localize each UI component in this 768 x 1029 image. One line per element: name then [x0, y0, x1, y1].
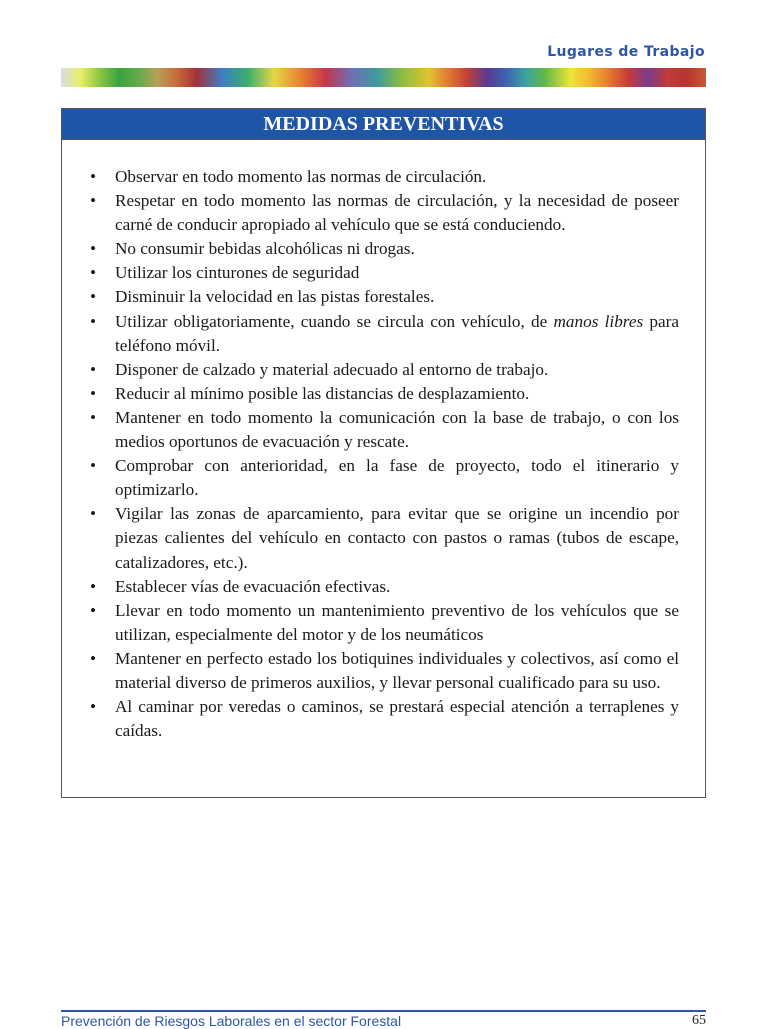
- bullet-icon: •: [90, 359, 97, 379]
- list-item: [90, 358, 679, 382]
- box-title: MEDIDAS PREVENTIVAS: [62, 109, 705, 140]
- list-item: [90, 310, 679, 358]
- list-item: [90, 695, 679, 743]
- list-item: [90, 406, 679, 454]
- preventive-measures-box: [61, 108, 706, 798]
- list-item: [90, 599, 679, 647]
- bullet-icon: •: [90, 600, 97, 620]
- list-item: [90, 502, 679, 574]
- list-item-text: Disponer de calzado y material adecuado al entorno de trabajo.: [115, 359, 549, 379]
- running-header-title: Lugares de Trabajo: [547, 44, 705, 60]
- list-item-text: Vigilar las zonas de aparcamiento, para evitar que se origine un incendio por piezas calientes del vehículo en contacto con pastos o ramas (tubos de escape, catalizadores, etc.).: [115, 504, 679, 572]
- list-item: [90, 382, 679, 406]
- list-item-text: Respetar en todo momento las normas de circulación, y la necesidad de poseer carné de conducir apropiado al vehículo que se está conduciendo.: [115, 191, 679, 235]
- list-item-text: Observar en todo momento las normas de circulación.: [115, 167, 487, 186]
- header-color-band: [61, 68, 706, 87]
- page-number: 65: [692, 1013, 706, 1028]
- list-item: [90, 237, 679, 261]
- bullet-icon: •: [90, 191, 97, 211]
- list-item: [90, 261, 679, 285]
- bullet-icon: •: [90, 648, 97, 668]
- list-item-emphasis: manos libres: [553, 311, 644, 331]
- list-item: [90, 575, 679, 599]
- bullet-icon: •: [90, 383, 97, 403]
- list-item-text: Reducir al mínimo posible las distancias de desplazamiento.: [115, 383, 530, 403]
- list-item: [90, 189, 679, 237]
- bullet-icon: •: [90, 576, 97, 596]
- list-item-text: Comprobar con anterioridad, en la fase de proyecto, todo el itinerario y optimizarlo.: [115, 456, 679, 500]
- footer-text: Prevención de Riesgos Laborales en el sector Forestal: [61, 1013, 402, 1029]
- bullet-icon: •: [90, 239, 97, 259]
- bullet-icon: •: [90, 456, 97, 476]
- list-item: [90, 454, 679, 502]
- list-item: [90, 647, 679, 695]
- list-item-text: Establecer vías de evacuación efectivas.: [115, 576, 391, 596]
- measures-list: [62, 140, 705, 743]
- list-item: [90, 165, 679, 189]
- list-item: [90, 285, 679, 309]
- list-item-text: Utilizar los cinturones de seguridad: [115, 263, 360, 283]
- list-item-text: Al caminar por veredas o caminos, se prestará especial atención a terraplenes y caídas.: [115, 697, 679, 741]
- bullet-icon: •: [90, 167, 97, 186]
- bullet-icon: •: [90, 697, 97, 717]
- bullet-icon: •: [90, 311, 97, 331]
- list-item-text: Mantener en perfecto estado los botiquines individuales y colectivos, así como el material diverso de primeros auxilios, y llevar personal cualificado para su uso.: [115, 648, 679, 692]
- list-item-text: Mantener en todo momento la comunicación con la base de trabajo, o con los medios oportunos de evacuación y rescate.: [115, 407, 679, 452]
- bullet-icon: •: [90, 504, 97, 524]
- bullet-icon: •: [90, 263, 97, 283]
- footer-rule: [61, 1010, 706, 1012]
- list-item-text: Llevar en todo momento un mantenimiento preventivo de los vehículos que se utilizan, especialmente del motor y de los neumáticos: [115, 600, 679, 644]
- list-item-text: No consumir bebidas alcohólicas ni drogas.: [115, 239, 415, 259]
- bullet-icon: •: [90, 407, 97, 427]
- list-item-text-tail: para teléfono móvil.: [115, 311, 680, 355]
- list-item-text: Utilizar obligatoriamente, cuando se circula con vehículo, de: [115, 311, 554, 331]
- bullet-icon: •: [90, 287, 97, 307]
- list-item-text: Disminuir la velocidad en las pistas forestales.: [115, 287, 435, 307]
